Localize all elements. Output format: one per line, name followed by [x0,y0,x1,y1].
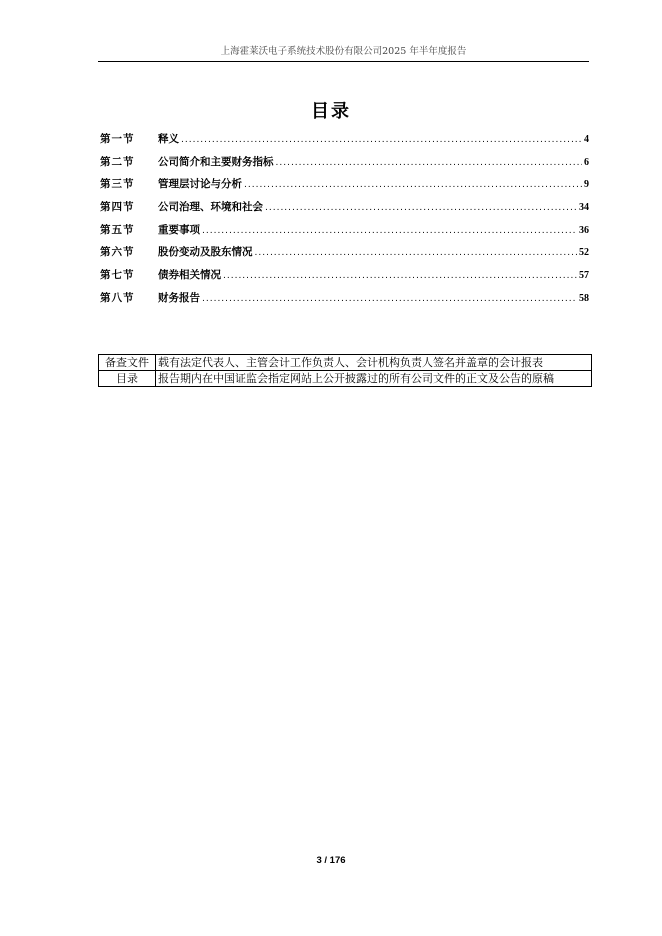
toc-entry-1[interactable] [100,131,589,154]
table-row [99,355,592,371]
toc-section-number: 第五节 [100,223,135,236]
toc-leader-dots [181,135,582,145]
toc-entry-7[interactable] [100,267,589,290]
table-of-contents [100,131,589,313]
toc-section-title[interactable]: 释义 [158,133,179,145]
toc-section-number: 第八节 [100,291,135,304]
toc-section-title[interactable]: 公司简介和主要财务指标 [158,155,274,168]
reference-item: 载有法定代表人、主管会计工作负责人、会计机构负责人签名并盖章的会计报表 [156,355,592,371]
toc-leader-dots [244,180,582,190]
toc-leader-dots [276,158,583,168]
toc-page-number: 34 [579,202,589,214]
toc-section-number: 第六节 [100,246,135,259]
toc-leader-dots [202,294,577,304]
toc-section-title[interactable]: 管理层讨论与分析 [158,178,242,191]
page-title: 目录 [311,101,351,122]
toc-entry-3[interactable] [100,176,589,199]
toc-section-number: 第三节 [100,178,135,191]
toc-section-title[interactable]: 股份变动及股东情况 [158,246,253,259]
table-row [99,371,592,387]
toc-section-title[interactable]: 债券相关情况 [158,269,221,282]
reference-heading-line2: 目录 [99,371,156,387]
toc-leader-dots [202,226,577,236]
toc-page-number: 6 [584,156,589,168]
toc-leader-dots [223,271,577,281]
toc-page-number: 9 [584,179,589,191]
running-header: 上海霍莱沃电子系统技术股份有限公司2025 年半年度报告 [220,46,467,57]
toc-leader-dots [255,248,578,258]
toc-entry-6[interactable] [100,244,589,267]
toc-section-title[interactable]: 公司治理、环境和社会 [158,201,263,214]
toc-section-number: 第一节 [100,133,135,145]
toc-page-number: 52 [579,247,589,259]
toc-entry-2[interactable] [100,154,589,177]
toc-section-number: 第二节 [100,155,135,168]
toc-section-title[interactable]: 重要事项 [158,223,200,236]
toc-section-title[interactable]: 财务报告 [158,291,200,304]
toc-section-number: 第七节 [100,269,135,282]
header-rule [98,61,589,62]
toc-page-number: 57 [579,270,589,282]
reference-heading-line1: 备查文件 [99,355,156,371]
toc-leader-dots [265,203,577,213]
toc-page-number: 4 [584,134,589,145]
reference-documents-table [98,354,592,387]
reference-item: 报告期内在中国证监会指定网站上公开披露过的所有公司文件的正文及公告的原稿 [156,371,592,387]
toc-entry-5[interactable] [100,222,589,245]
toc-page-number: 58 [579,292,589,304]
toc-entry-8[interactable] [100,290,589,313]
page-number-footer: 3 / 176 [316,855,346,866]
toc-page-number: 36 [579,224,589,236]
toc-entry-4[interactable] [100,199,589,222]
toc-section-number: 第四节 [100,201,135,214]
